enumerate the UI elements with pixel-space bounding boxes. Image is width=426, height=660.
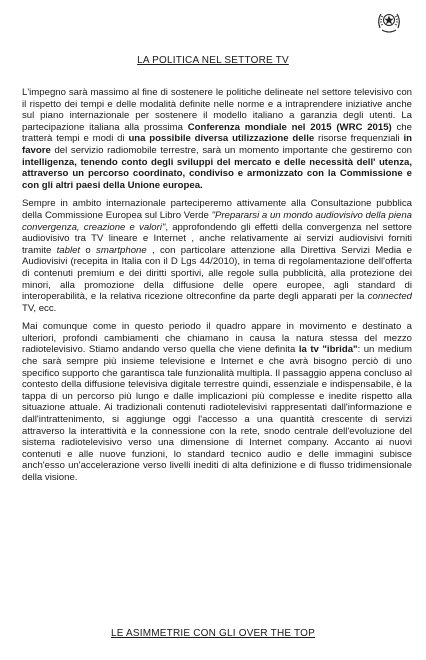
text-run: risorse frequenziali <box>314 133 404 145</box>
text-run: Mai comunque come in questo periodo il quadro appare in movimento e destinato a ulteriori, profondi cambiamenti che chiamano in causa la natura stessa del mezzo radiotelevisivo. Stiamo andando verso quella che viene definita <box>22 321 412 356</box>
text-run: in favore <box>22 133 413 156</box>
text-run: la tv "ibrida" <box>298 344 358 356</box>
document-body <box>22 87 412 491</box>
next-section-heading: LE ASIMMETRIE CON GLI OVER THE TOP <box>110 628 316 639</box>
page-title: LA POLITICA NEL SETTORE TV <box>137 55 289 66</box>
text-run: , con particolare attenzione alla Direttiva Servizi Media e Audiovisivi (recepita in Italia con il D Lgs 44/2010), in tema di regolamentazione dell'offerta di contenuti premium e dei diritti sportivi, alle regole sulla pubblicità, alla protezione dei minori, alla promozione della diffusione delle opere europee, agli standard di interoperabilità, e la relativa ricezione oltreconfine da parte degli apparati per la <box>22 244 412 303</box>
text-run: una possibile diversa utilizzazione delle <box>128 133 315 145</box>
text-run: Sempre in ambito internazionale parteciperemo attivamente alla Consultazione pubblica della Commissione Europea sul Libro Verde <box>22 198 412 221</box>
text-run: che tratterà tempi e modi di <box>22 121 412 145</box>
text-run: del servizio radiomobile terrestre, sarà un momento importante che gestiremo con <box>50 144 412 156</box>
republic-emblem-icon <box>374 6 404 36</box>
text-run: : un medium che sarà sempre più insieme televisione e Internet e che avrà bisogno perciò di uno specifico supporto che garantisca tale funzionalità multipla. Il passaggio appena concluso al contesto della diffusione televisiva digitale terrestre quindi, essenziale e indispensabile, è la tappa di un percorso più lungo e dalle implicazioni più complesse e inedite rispetto alla situazione attuale. Ai tradizionali contenuti radiotelevisivi rappresentati dall'informazione e dall'intrattenimento, si aggiunge oggi l'accesso a una quantità crescente di servizi attraverso la interattività e la connessione con la rete, snodo centrale dell'evoluzione del sistema radiotelevisivo verso una dimensione di Internet company. Accanto ai nuovi contenuti e alle nuove funzioni, lo standard tecnico audio e delle immagini subisce anch'esso un'accelerazione verso livelli inediti di alta definizione e di flusso tridimensionale della visione. <box>22 344 412 483</box>
text-run: tablet <box>56 244 81 256</box>
text-run: intelligenza, tenendo conto degli sviluppi del mercato e delle necessità dell' utenza, attraverso un percorso coordinato, condiviso e armonizzato con la Commissione e con gli altri paesi della Unione europea. <box>22 156 412 191</box>
text-run: smartphone <box>96 244 147 256</box>
paragraph <box>22 321 412 483</box>
text-run: o <box>80 244 97 256</box>
text-run: connected <box>367 291 412 303</box>
paragraph <box>22 198 412 314</box>
text-run: Conferenza mondiale nel 2015 (WRC 2015) <box>187 121 392 133</box>
text-run: , approfondendo gli effetti della convergenza nel settore audiovisivo tra TV lineare e Internet , anche relativamente ai servizi audiovisivi forniti tramite <box>22 221 412 256</box>
paragraph <box>22 87 412 191</box>
text-run: TV, ecc. <box>22 302 57 314</box>
text-run: L'impegno sarà massimo al fine di sostenere le politiche delineate nel settore televisivo con il rispetto dei tempi e delle modalità definite nelle norme e a intraprendere iniziative anche sul piano internazionale per sostenere il modello italiano a garanzia degli utenti. La partecipazione italiana alla prossima <box>22 87 412 133</box>
text-run: "Prepararsi a un mondo audiovisivo della piena convergenza, creazione e valori" <box>22 209 413 233</box>
